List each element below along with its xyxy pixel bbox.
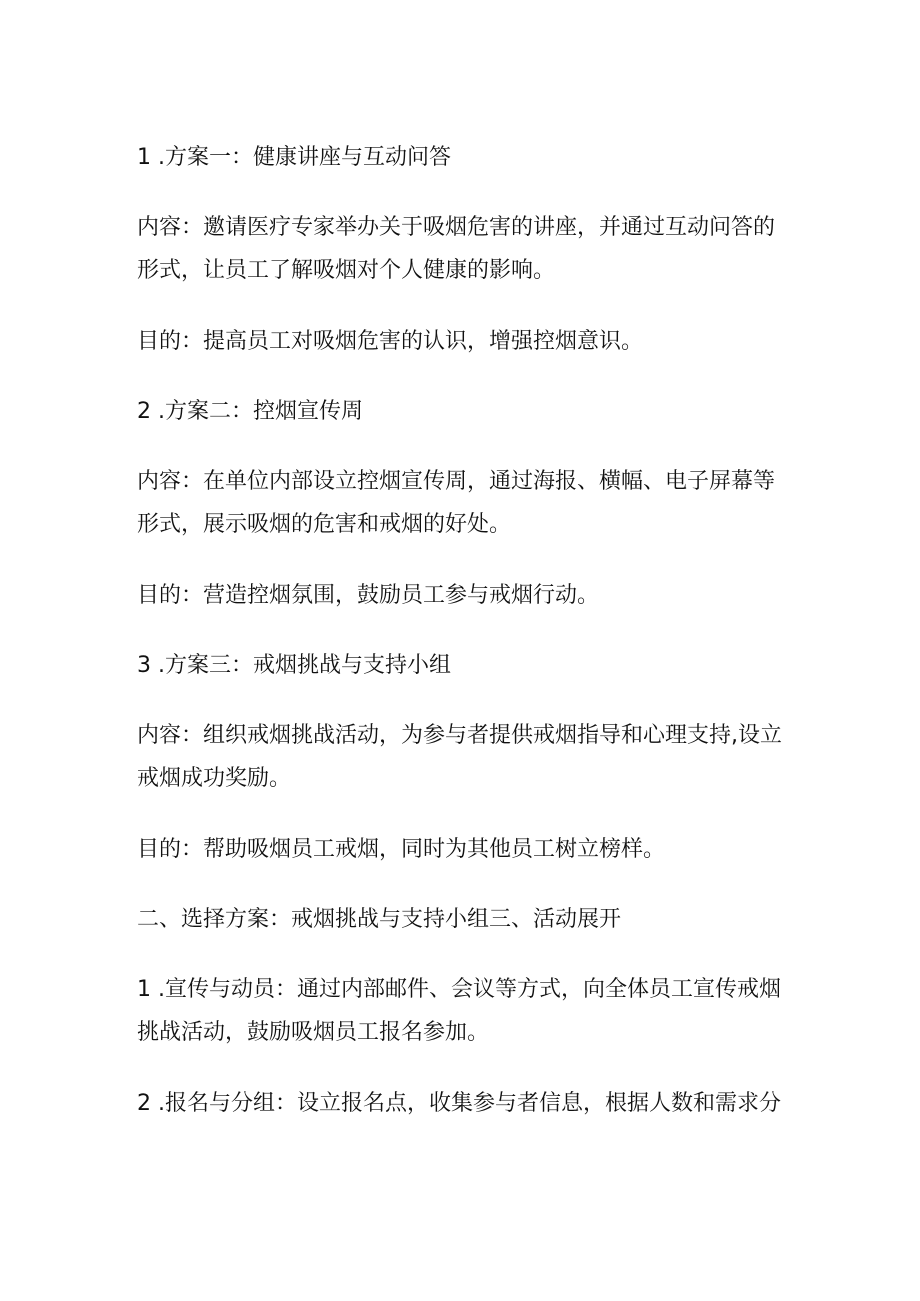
plan-three-heading: 3 .方案三：戒烟挑战与支持小组: [137, 653, 451, 678]
plan-one-purpose: 目的：提高员工对吸烟危害的认识，增强控烟意识。: [137, 329, 644, 354]
step-two-registration: 2 .报名与分组：设立报名点，收集参与者信息，根据人数和需求分: [137, 1091, 781, 1116]
section-choice-and-activity-heading: 二、选择方案：戒烟挑战与支持小组三、活动展开: [137, 907, 622, 932]
plan-three-content: 内容：组织戒烟挑战活动，为参与者提供戒烟指导和心理支持,设立戒烟成功奖励。: [137, 723, 782, 791]
plan-one-heading: 1 .方案一：健康讲座与互动问答: [137, 145, 451, 170]
plan-two-purpose: 目的：营造控烟氛围，鼓励员工参与戒烟行动。: [137, 583, 600, 608]
step-one-publicity: 1 .宣传与动员：通过内部邮件、会议等方式，向全体员工宣传戒烟挑战活动，鼓励吸烟员工报名参加。: [137, 977, 781, 1045]
document-body: [137, 136, 787, 1152]
plan-three-purpose: 目的：帮助吸烟员工戒烟，同时为其他员工树立榜样。: [137, 837, 666, 862]
plan-one-content: 内容：邀请医疗专家举办关于吸烟危害的讲座，并通过互动问答的形式，让员工了解吸烟对个人健康的影响。: [137, 215, 776, 283]
plan-two-content: 内容：在单位内部设立控烟宣传周，通过海报、横幅、电子屏幕等形式，展示吸烟的危害和戒烟的好处。: [137, 469, 776, 537]
plan-two-heading: 2 .方案二：控烟宣传周: [137, 399, 363, 424]
